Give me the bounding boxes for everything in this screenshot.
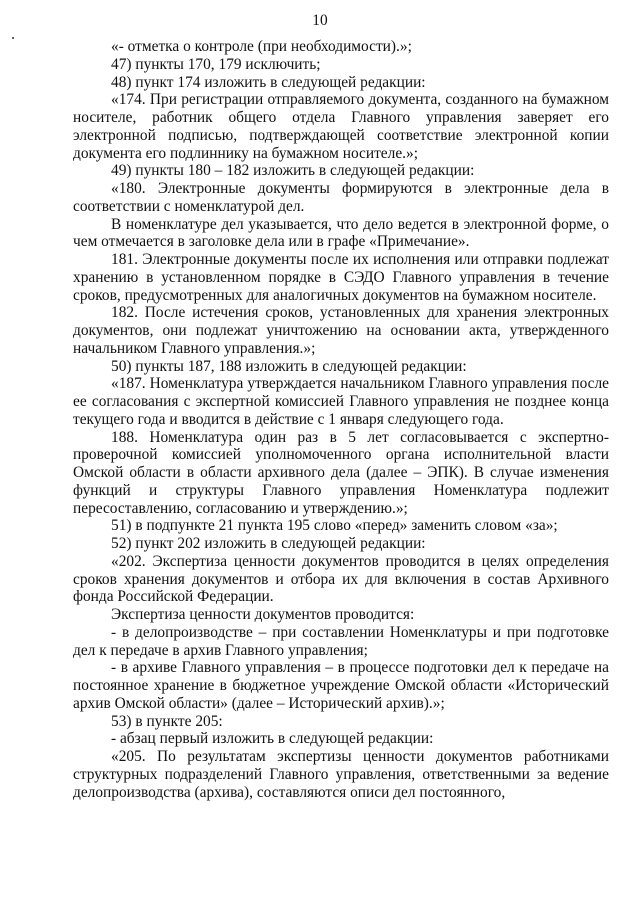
paragraph-first-subparagraph: - абзац первый изложить в следующей редакции: xyxy=(111,730,434,748)
paragraph-item-50: 50) пункты 187, 188 изложить в следующей редакции: xyxy=(111,357,467,375)
scan-speck xyxy=(12,37,14,39)
paragraph-clause-181: 181. Электронные документы после их исполнения или отправки подлежат хранению в установленном порядке в СЭДО Главного управления в течение сроков, предусмотренных для аналогичных документов на бумажном носителе. xyxy=(73,251,609,304)
paragraph-control-mark: «- отметка о контроле (при необходимости).»; xyxy=(111,38,412,55)
paragraph-item-49: 49) пункты 180 – 182 изложить в следующей редакции: xyxy=(111,162,475,180)
paragraph-clause-205: «205. По результатам экспертизы ценности документов работниками структурных подразделений Главного управления, ответственными за ведение делопроизводства (архива), составляются описи дел постоянного, xyxy=(73,748,609,801)
paragraph-clause-202: «202. Экспертиза ценности документов проводится в целях определения сроков хранения документов и отбора их для включения в состав Архивного фонда Российской Федерации. xyxy=(73,552,609,606)
paragraph-clause-187: «187. Номенклатура утверждается начальником Главного управления после ее согласования с экспертной комиссией Главного управления не позднее конца текущего года и вводится в действие с 1 января следующего года. xyxy=(73,375,609,428)
paragraph-clause-182: 182. После истечения сроков, установленных для хранения электронных документов, они подлежат уничтожению на основании акта, утвержденного начальником Главного управления.»; xyxy=(73,304,609,357)
paragraph-item-51: 51) в подпункте 21 пункта 195 слово «перед» заменить словом «за»; xyxy=(111,517,558,535)
paragraph-item-48: 48) пункт 174 изложить в следующей редакции: xyxy=(111,73,426,91)
page-number: 10 xyxy=(312,12,328,29)
paragraph-item-52: 52) пункт 202 изложить в следующей редакции: xyxy=(111,535,426,552)
paragraph-expertise-records: - в делопроизводстве – при составлении Номенклатуры и при подготовке дел к передаче в архив Главного управления; xyxy=(73,623,609,659)
paragraph-item-53: 53) в пункте 205: xyxy=(111,712,223,730)
paragraph-clause-180: «180. Электронные документы формируются в электронные дела в соответствии с номенклатурой дел. xyxy=(73,180,609,215)
body-text xyxy=(73,38,609,801)
paragraph-clause-174: «174. При регистрации отправляемого документа, созданного на бумажном носителе, работник общего отдела Главного управления заверяет его электронной подписью, подтверждающей соответствие электронной копии документа его подлиннику на бумажном носителе.»; xyxy=(73,91,609,162)
paragraph-clause-188: 188. Номенклатура один раз в 5 лет согласовывается с экспертно-проверочной комиссией уполномоченного органа исполнительной власти Омской области в области архивного дела (далее – ЭПК). В случае изменения функций и структуры Главного управления Номенклатура подлежит пересоставлению, согласованию и утверждению.»; xyxy=(73,428,609,517)
paragraph-nomenclature-note: В номенклатуре дел указывается, что дело ведется в электронной форме, о чем отмечается в заголовке дела или в графе «Примечание». xyxy=(73,215,609,251)
paragraph-item-47: 47) пункты 170, 179 исключить; xyxy=(111,55,321,73)
paragraph-expertise-archive: - в архиве Главного управления – в процессе подготовки дел к передаче на постоянное хранение в бюджетное учреждение Омской области «Исторический архив Омской области» (далее – Исторический архив).»; xyxy=(73,659,609,712)
paragraph-expertise-intro: Экспертиза ценности документов проводится: xyxy=(111,606,415,623)
